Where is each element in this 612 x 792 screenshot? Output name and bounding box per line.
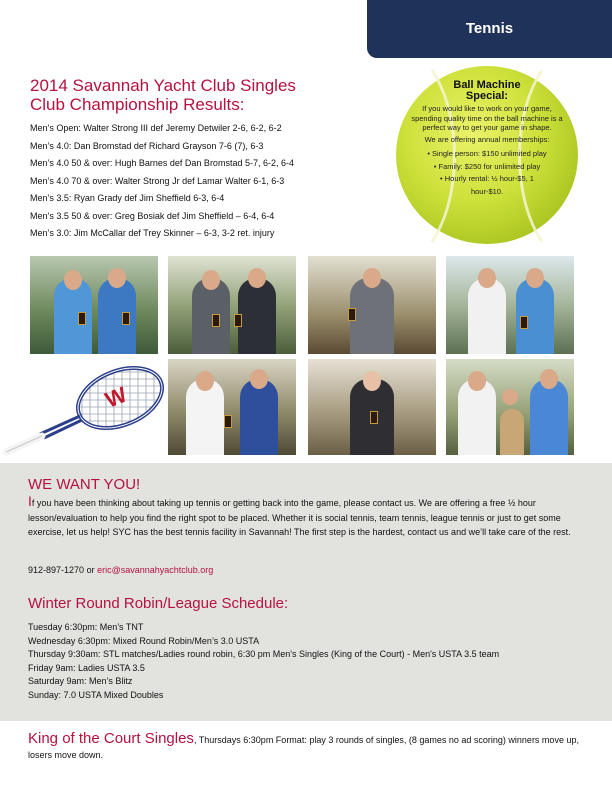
schedule-item: Thursday 9:30am: STL matches/Ladies round robin, 6:30 pm Men's Singles (King of the Court) - Men's USTA 3.5 team	[28, 649, 500, 659]
result-item: Men’s 4.0: Dan Bromstad def Richard Grayson 7-6 (7), 6-3	[30, 140, 264, 151]
want-you-text	[28, 494, 588, 540]
championship-results	[30, 76, 375, 243]
king-of-court	[28, 731, 588, 763]
result-item: Men’s 3.0: Jim McCallar def Trey Skinner – 6-3, 3-2 ret. injury	[30, 228, 275, 238]
winners-photo	[446, 359, 574, 455]
want-you-title: WE WANT YOU!	[28, 476, 141, 493]
section-tab-label: Tennis	[465, 20, 514, 37]
ball-machine-body: If you would like to work on your game, spending quality time on the ball machine is a perfect way to get your game in shape.	[411, 104, 563, 132]
schedule-item: Wednesday 6:30pm: Mixed Round Robin/Men’s 3.0 USTA	[28, 635, 260, 646]
winners-photo	[168, 256, 296, 354]
result-item: Men’s 4.0 50 & over: Hugh Barnes def Dan Bromstad 5-7, 6-2, 6-4	[30, 158, 294, 168]
pricing-item: • Single person: $150 unlimited play	[427, 149, 547, 158]
ball-machine-subtitle: Special:	[465, 90, 509, 102]
contact-separator: or	[84, 565, 98, 575]
results-list	[30, 120, 375, 243]
dropcap: I	[28, 493, 32, 509]
result-item: Men’s 4.0 70 & over: Walter Strong Jr def Lamar Walter 6-1, 6-3	[30, 175, 285, 186]
want-you-body: f you have been thinking about taking up tennis or getting back into the game, please contact us. We are offering a free ½ hour lesson/evaluation to help you find the right spot to be placed. Whether it is social tennis, team tennis, league tennis or just to get some exercise, let us help! SYC has the best tennis facility in Savannah! The first step is the hardest, contact us and we’ll take care of the rest.	[28, 498, 571, 537]
result-item: Men’s Open: Walter Strong III def Jeremy Detwiler 2-6, 6-2, 6-2	[30, 123, 282, 133]
ball-machine-offer: We are offering annual memberships:	[424, 134, 550, 144]
schedule-item: Tuesday 6:30pm: Men’s TNT	[28, 622, 144, 632]
schedule-item: Sunday: 7.0 USTA Mixed Doubles	[28, 689, 164, 700]
schedule-item: Friday 9am: Ladies USTA 3.5	[28, 662, 145, 673]
king-of-court-title: King of the Court Singles	[28, 730, 194, 747]
pricing-item: • Hourly rental: ½ hour-$5, 1 hour-$10.	[440, 174, 534, 196]
ball-machine-special	[396, 66, 578, 244]
winners-photo	[446, 256, 574, 354]
tennis-racket-icon	[0, 360, 168, 460]
winter-schedule-list	[28, 621, 588, 702]
svg-text:W: W	[101, 381, 131, 413]
ball-machine-title: Ball Machine	[453, 79, 521, 91]
ball-machine-content	[410, 80, 564, 198]
contact-phone: 912-897-1270	[28, 565, 85, 575]
results-title: 2014 Savannah Yacht Club Singles Club Championship Results:	[30, 76, 296, 114]
winners-photo	[168, 359, 296, 455]
result-item: Men’s 3.5: Ryan Grady def Jim Sheffield 6-3, 6-4	[30, 193, 225, 203]
contact-line	[28, 565, 213, 575]
winners-photo	[308, 359, 436, 455]
winners-photo	[30, 256, 158, 354]
result-item: Men’s 3.5 50 & over: Greg Bosiak def Jim Sheffield – 6-4, 6-4	[30, 210, 275, 221]
pricing-item: • Family: $250 for unlimited play	[433, 161, 541, 171]
king-of-court-text: , Thursdays 6:30pm Format: play 3 rounds of singles, (8 games no ad scoring) winners move up, losers move down.	[28, 735, 579, 760]
ball-machine-pricing	[410, 148, 564, 198]
schedule-item: Saturday 9am: Men’s Blitz	[28, 676, 133, 686]
winners-photo	[308, 256, 436, 354]
winter-schedule-title: Winter Round Robin/League Schedule:	[28, 595, 289, 612]
contact-email-link[interactable]: eric@savannahyachtclub.org	[97, 565, 214, 575]
